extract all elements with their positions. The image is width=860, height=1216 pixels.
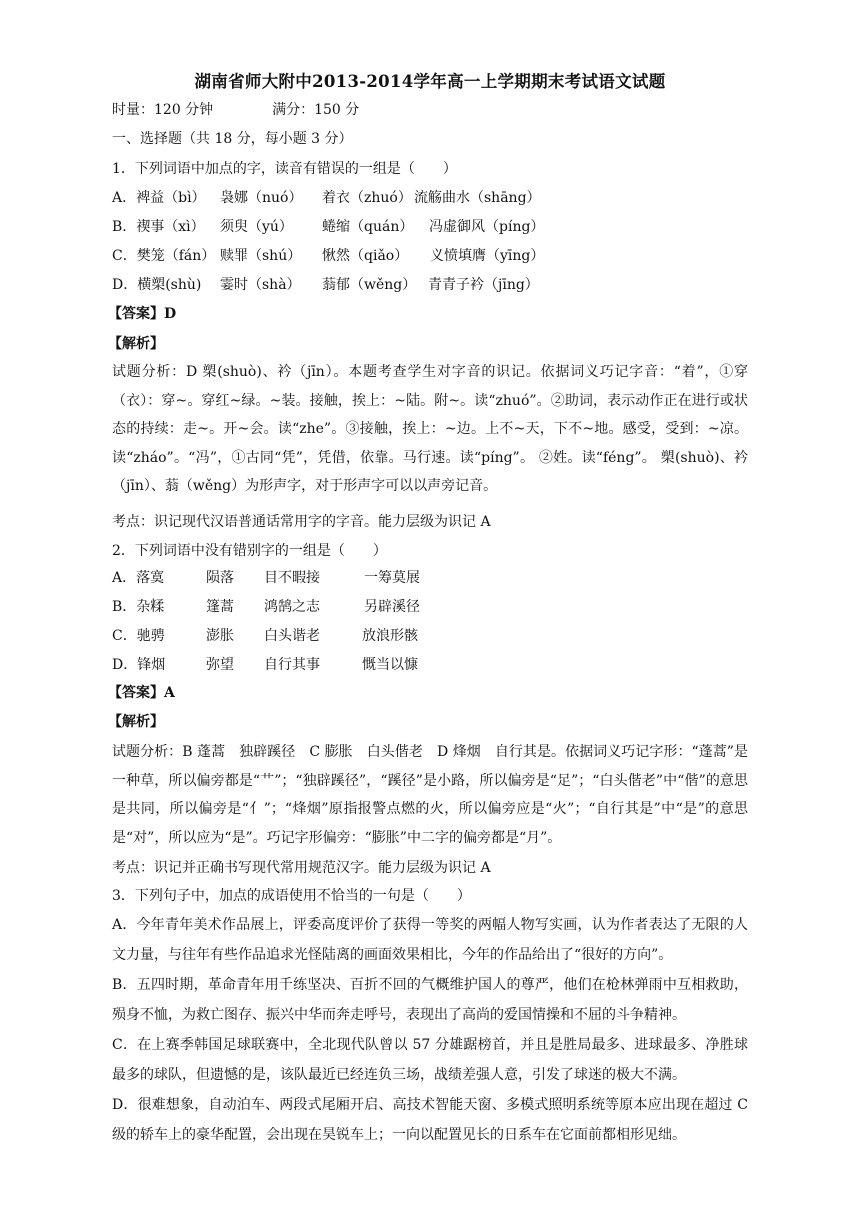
score-label: 满分：150 分 — [272, 102, 360, 118]
q1-stem: 1．下列词语中加点的字，读音有错误的一组是（ ） — [112, 161, 457, 177]
q1-point: 考点：识记现代汉语普通话常用字的字音。能力层级为识记 A — [112, 514, 491, 530]
q2-analysis: 试题分析：B 蓬蒿 独辟蹊径 C 膨胀 白头偕老 D 烽烟 自行其是。依据词义巧记字形：“蓬蒿”是一种草，所以偏旁都是“艹”；“独辟蹊径”，“蹊径”是小路，所以偏旁是“足”；“白头偕老”中“偕”的意思是共同，所以偏旁是“亻”；“烽烟”原指报警点燃的火，所以偏旁应是“火”；“自行其是”中“是”的意思是“对”，所以应为“是”。巧记字形偏旁：“膨胀”中二字的偏旁都是“月”。 — [112, 744, 748, 846]
q3-option-c: C．在上赛季韩国足球联赛中，全北现代队曾以 57 分雄踞榜首，并且是胜局最多、进球最多、净胜球最多的球队，但遗憾的是，该队最近已经连负三场，战绩差强人意，引发了球迷的极大不满。 — [112, 1037, 748, 1083]
q3-option-d: D．很难想象，自动泊车、两段式尾厢开启、高技术智能天窗、多模式照明系统等原本应出现在超过 C 级的轿车上的豪华配置，会出现在昊锐车上；一向以配置见长的日系车在它面前都相形见绌。 — [112, 1097, 748, 1143]
q3-option-b: B．五四时期，革命青年用千练坚决、百折不回的气概维护国人的尊严，他们在枪林弹雨中互相救助，殒身不恤，为救亡图存、振兴中华而奔走呼号，表现出了高尚的爱国情操和不屈的斗争精神。 — [112, 977, 748, 1023]
q1-option-a: A．裨益（bì） 袅娜（nuó） 着衣（zhuó） 流觞曲水（shāng） — [112, 190, 541, 206]
section-heading: 一、选择题（共 18 分，每小题 3 分） — [112, 131, 353, 147]
q2-answer: 【答案】A — [108, 685, 175, 701]
q1-option-d: D．横槊(shù) 霎时（shà） 蓊郁（wěng） 青青子衿（jīng） — [112, 277, 539, 293]
time-label: 时量：120 分钟 — [112, 102, 214, 118]
q2-option-d: D．锋烟 弥望 自行其事 慨当以慷 — [112, 657, 418, 673]
q2-option-a: A．落寞 陨落 目不暇接 一筹莫展 — [112, 570, 420, 586]
q3-option-a: A．今年青年美术作品展上，评委高度评价了获得一等奖的两幅人物写实画，认为作者表达了无限的人文力量，与往年有些作品追求光怪陆离的画面效果相比，今年的作品给出了“很好的方向”。 — [112, 917, 748, 963]
q1-option-b: B．禊事（xì） 须臾（yú） 蜷缩（quán） 冯虚御风（píng） — [112, 219, 545, 235]
q1-answer: 【答案】D — [108, 306, 177, 322]
q1-analysis: 试题分析：D 槊(shuò)、衿（jīn）。本题考查学生对字音的识记。依据词义巧记字音：“着”，①穿（衣）：穿~。穿红~绿。~装。接触，挨上：~陆。附~。读“zhuó”。②助词，表示动作正在进行或状态的持续：走~。开~会。读“zhe”。③接触，挨上：~边。上不~天，下不~地。感受，受到：~凉。读“zháo”。“冯”，①古同“凭”，凭借，依靠。马行速。读“píng”。 ②姓。读“féng”。 槊(shuò)、衿（jīn）、蓊（wěng）为形声字，对于形声字可以以声旁记音。 — [112, 364, 748, 494]
q2-option-c: C．驰骋 澎胀 白头谐老 放浪形骸 — [112, 628, 418, 644]
q2-stem: 2．下列词语中没有错别字的一组是（ ） — [112, 543, 387, 559]
q2-option-b: B．杂糅 篷蒿 鸿鹄之志 另辟溪径 — [112, 599, 420, 615]
q1-option-c: C．樊笼（fán） 赎罪（shú） 愀然（qiǎo） 义愤填膺（yīng） — [112, 248, 545, 264]
exam-meta — [112, 100, 359, 120]
q2-analysis-label: 【解析】 — [108, 714, 164, 730]
q1-analysis-label: 【解析】 — [108, 336, 164, 352]
q3-stem: 3．下列句子中，加点的成语使用不恰当的一句是（ ） — [112, 888, 471, 904]
document-title: 湖南省师大附中2013-2014学年高一上学期期末考试语文试题 — [194, 72, 666, 91]
q2-point: 考点：识记并正确书写现代常用规范汉字。能力层级为识记 A — [112, 860, 491, 876]
